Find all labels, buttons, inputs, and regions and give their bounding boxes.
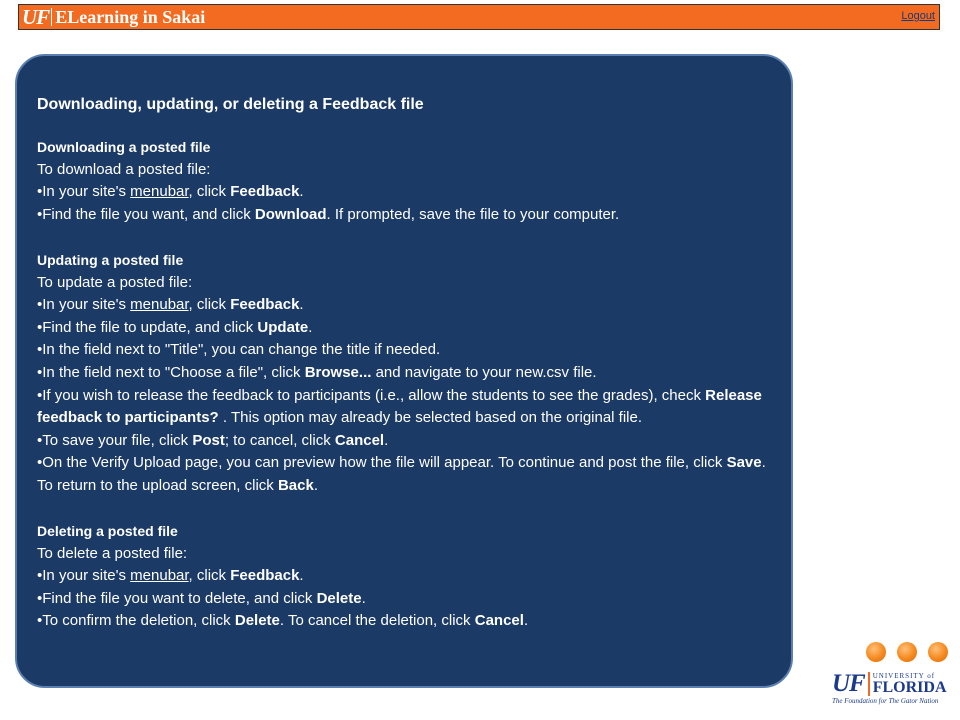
bold-text: Feedback <box>230 183 300 201</box>
orange-dot-icon <box>897 642 917 662</box>
text: . <box>384 431 389 449</box>
elearning-logo <box>22 7 205 27</box>
list-item <box>37 362 777 385</box>
menubar-link[interactable]: menubar <box>130 296 189 314</box>
text: Find the file you want, and click <box>42 205 255 223</box>
bullet: • <box>37 296 43 314</box>
list-item <box>37 181 777 204</box>
bold-text: Back <box>277 476 314 494</box>
orange-dot-icon <box>928 642 948 662</box>
list-item <box>37 317 777 340</box>
text: . <box>299 567 304 585</box>
text: ; to cancel, click <box>224 431 335 449</box>
menubar-link[interactable]: menubar <box>130 183 189 201</box>
list-item <box>37 204 777 227</box>
bold-text: Cancel <box>334 431 385 449</box>
text: If you wish to release the feedback to participants (i.e., allow the students to see the grades), check <box>42 386 706 404</box>
app-title: ELearning in Sakai <box>55 7 206 27</box>
bullet: • <box>37 363 43 381</box>
text: . <box>299 183 304 201</box>
text: In your site's <box>42 296 131 314</box>
bullet: • <box>37 612 43 630</box>
list-item <box>37 452 777 497</box>
bold-text: Browse... <box>304 363 372 381</box>
text: , click <box>188 183 231 201</box>
text: . This option may already be selected based on the original file. <box>218 409 643 427</box>
list-item <box>37 565 777 588</box>
text: . <box>313 476 318 494</box>
uf-logo-mark: UF <box>22 5 50 29</box>
spacer <box>37 226 777 249</box>
section-heading-delete: Deleting a posted file <box>37 523 178 540</box>
logo-wordmark <box>873 672 947 696</box>
decorative-dots <box>866 642 948 662</box>
orange-dot-icon <box>866 642 886 662</box>
bullet: • <box>37 386 43 404</box>
bold-text: Cancel <box>474 612 524 630</box>
text: . <box>308 318 313 336</box>
header-bar <box>18 4 940 30</box>
text: In the field next to "Choose a file", click <box>42 363 305 381</box>
bold-text: Download <box>254 205 327 223</box>
bold-text: Save <box>726 454 762 472</box>
section-intro-download: To download a posted file: <box>37 160 211 178</box>
text: To confirm the deletion, click <box>42 612 235 630</box>
text: To save your file, click <box>42 431 193 449</box>
text: On the Verify Upload page, you can preview how the file will appear. To continue and post the file, click <box>42 454 727 472</box>
logout-link[interactable]: Logout <box>901 10 935 22</box>
bullet: • <box>37 341 43 359</box>
spacer <box>37 498 777 521</box>
bullet: • <box>37 454 43 472</box>
text: and navigate to your new.csv file. <box>371 363 597 381</box>
text: , click <box>188 567 231 585</box>
text: . <box>361 589 366 607</box>
text: . <box>523 612 529 630</box>
section-intro-delete: To delete a posted file: <box>37 544 188 562</box>
section-heading-download: Downloading a posted file <box>37 139 211 155</box>
section-intro-update: To update a posted file: <box>37 273 193 291</box>
menubar-link[interactable]: menubar <box>130 567 189 585</box>
logo-divider <box>51 8 52 26</box>
text: . To cancel the deletion, click <box>279 612 475 630</box>
list-item <box>37 339 777 362</box>
text: . If prompted, save the file to your computer. <box>326 205 620 223</box>
text: Find the file to update, and click <box>42 318 258 336</box>
bullet: • <box>37 567 43 585</box>
bullet: • <box>37 183 43 201</box>
bold-text: Delete <box>316 589 362 607</box>
list-item <box>37 610 777 633</box>
text: In your site's <box>42 567 131 585</box>
list-item <box>37 294 777 317</box>
bold-text: Release feedback to participants? <box>37 386 762 427</box>
uf-monogram: UF <box>832 670 865 697</box>
florida-text: FLORIDA <box>872 679 947 696</box>
help-content <box>37 94 777 633</box>
bold-text: Post <box>192 431 225 449</box>
bold-text: Feedback <box>230 567 300 585</box>
logo-divider <box>868 672 870 696</box>
list-item <box>37 430 777 453</box>
text: In the field next to "Title", you can change the title if needed. <box>42 341 441 359</box>
bold-text: Delete <box>234 612 280 630</box>
text: In your site's <box>42 183 131 201</box>
content-panel <box>15 54 793 688</box>
bullet: • <box>37 431 43 449</box>
text: . To return to the upload screen, click <box>37 454 766 494</box>
bold-text: Feedback <box>230 296 300 314</box>
university-of-text: UNIVERSITY of <box>872 672 936 680</box>
university-of-florida-logo <box>832 672 947 696</box>
logo-tagline: The Foundation for The Gator Nation <box>832 697 939 705</box>
text: . <box>299 296 304 314</box>
page-title: Downloading, updating, or deleting a Feedback file <box>37 96 424 113</box>
text: , click <box>188 296 231 314</box>
list-item <box>37 588 777 611</box>
bold-text: Update <box>257 318 309 336</box>
text: Find the file you want to delete, and click <box>42 589 317 607</box>
list-item <box>37 385 777 430</box>
bullet: • <box>37 205 43 223</box>
bullet: • <box>37 318 43 336</box>
section-heading-update: Updating a posted file <box>37 251 184 268</box>
bullet: • <box>37 589 43 607</box>
